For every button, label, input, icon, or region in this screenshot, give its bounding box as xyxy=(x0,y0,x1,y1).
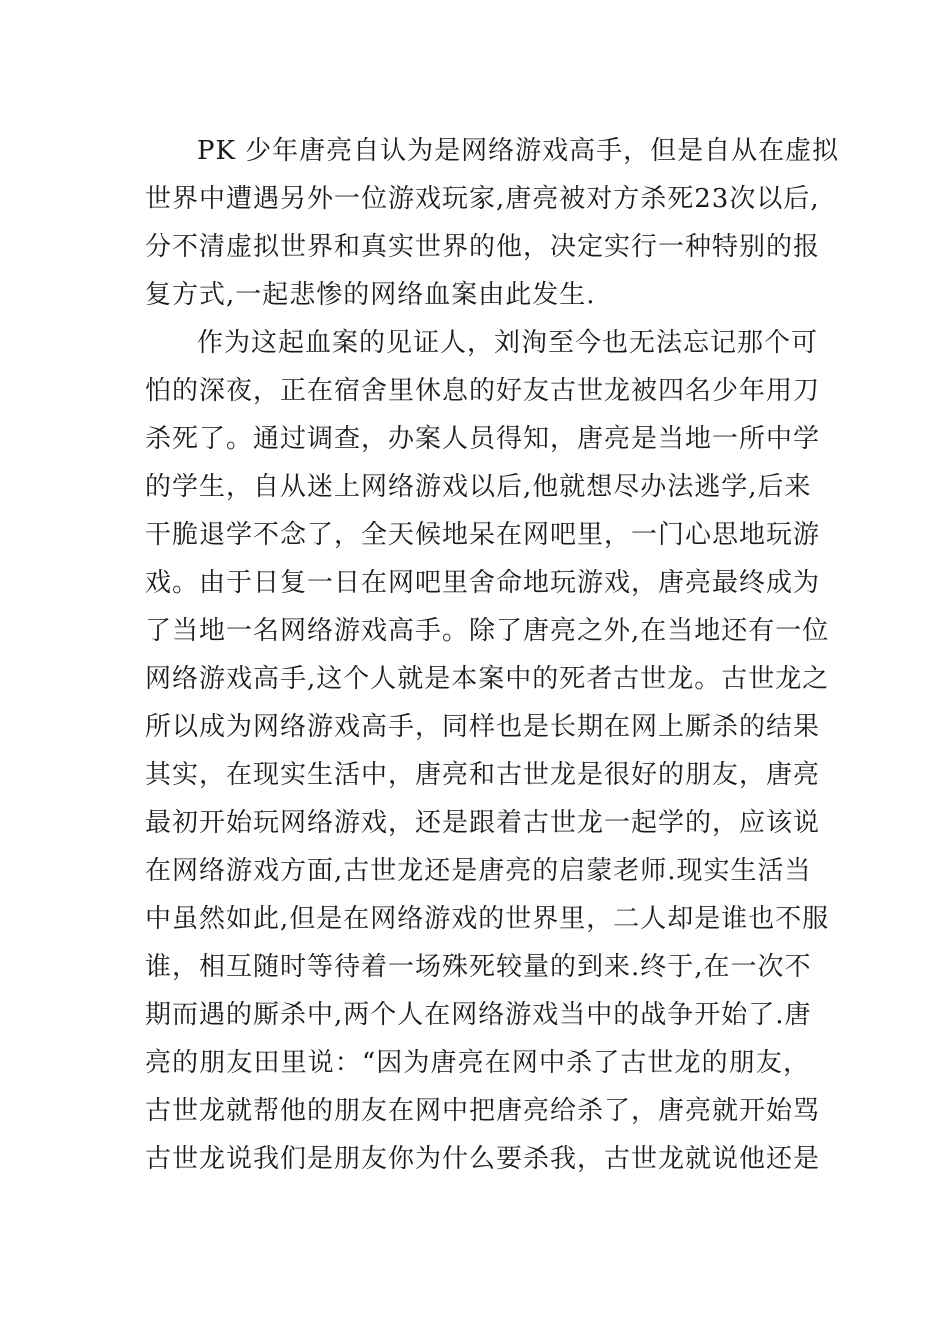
text-line: 其实，在现实生活中，唐亮和古世龙是很好的朋友，唐亮 xyxy=(145,760,821,790)
text-line: 期而遇的厮杀中,两个人在网络游戏当中的战争开始了.唐 xyxy=(145,1000,812,1030)
text-line: 中虽然如此,但是在网络游戏的世界里，二人却是谁也不服 xyxy=(145,904,830,934)
document-body xyxy=(145,127,840,1183)
text-line: 古世龙说我们是朋友你为什么要杀我，古世龙就说他还是 xyxy=(145,1144,821,1174)
text-line: 古世龙就帮他的朋友在网中把唐亮给杀了，唐亮就开始骂 xyxy=(145,1096,821,1126)
text-line: 复方式,一起悲惨的网络血案由此发生. xyxy=(145,280,596,310)
text-line: 作为这起血案的见证人，刘洵至今也无法忘记那个可 xyxy=(197,328,819,358)
text-line: 亮的朋友田里说：“因为唐亮在网中杀了古世龙的朋友， xyxy=(145,1048,810,1078)
text-line: 分不清虚拟世界和真实世界的他，决定实行一种特别的报 xyxy=(145,232,821,262)
text-line: 的学生，自从迷上网络游戏以后,他就想尽办法逃学,后来 xyxy=(145,472,812,502)
text-line: 干脆退学不念了，全天候地呆在网吧里，一门心思地玩游 xyxy=(145,520,821,550)
text-line: 最初开始玩网络游戏，还是跟着古世龙一起学的，应该说 xyxy=(145,808,821,838)
text-line: 网络游戏高手,这个人就是本案中的死者古世龙。古世龙之 xyxy=(145,664,830,694)
paragraph-2 xyxy=(145,319,830,1183)
text-line: 杀死了。通过调查，办案人员得知，唐亮是当地一所中学 xyxy=(145,424,821,454)
text-line: 世界中遭遇另外一位游戏玩家,唐亮被对方杀死23次以后, xyxy=(145,184,820,214)
text-line: 戏。由于日复一日在网吧里舍命地玩游戏，唐亮最终成为 xyxy=(145,568,821,598)
text-line: 所以成为网络游戏高手，同样也是长期在网上厮杀的结果 xyxy=(145,712,821,742)
text-line: 在网络游戏方面,古世龙还是唐亮的启蒙老师.现实生活当 xyxy=(145,856,812,886)
text-line: 了当地一名网络游戏高手。除了唐亮之外,在当地还有一位 xyxy=(145,616,830,646)
paragraph-1 xyxy=(145,127,840,319)
text-line: PK 少年唐亮自认为是网络游戏高手，但是自从在虚拟 xyxy=(197,136,840,166)
text-line: 谁，相互随时等待着一场殊死较量的到来.终于,在一次不 xyxy=(145,952,812,982)
text-line: 怕的深夜，正在宿舍里休息的好友古世龙被四名少年用刀 xyxy=(145,376,821,406)
